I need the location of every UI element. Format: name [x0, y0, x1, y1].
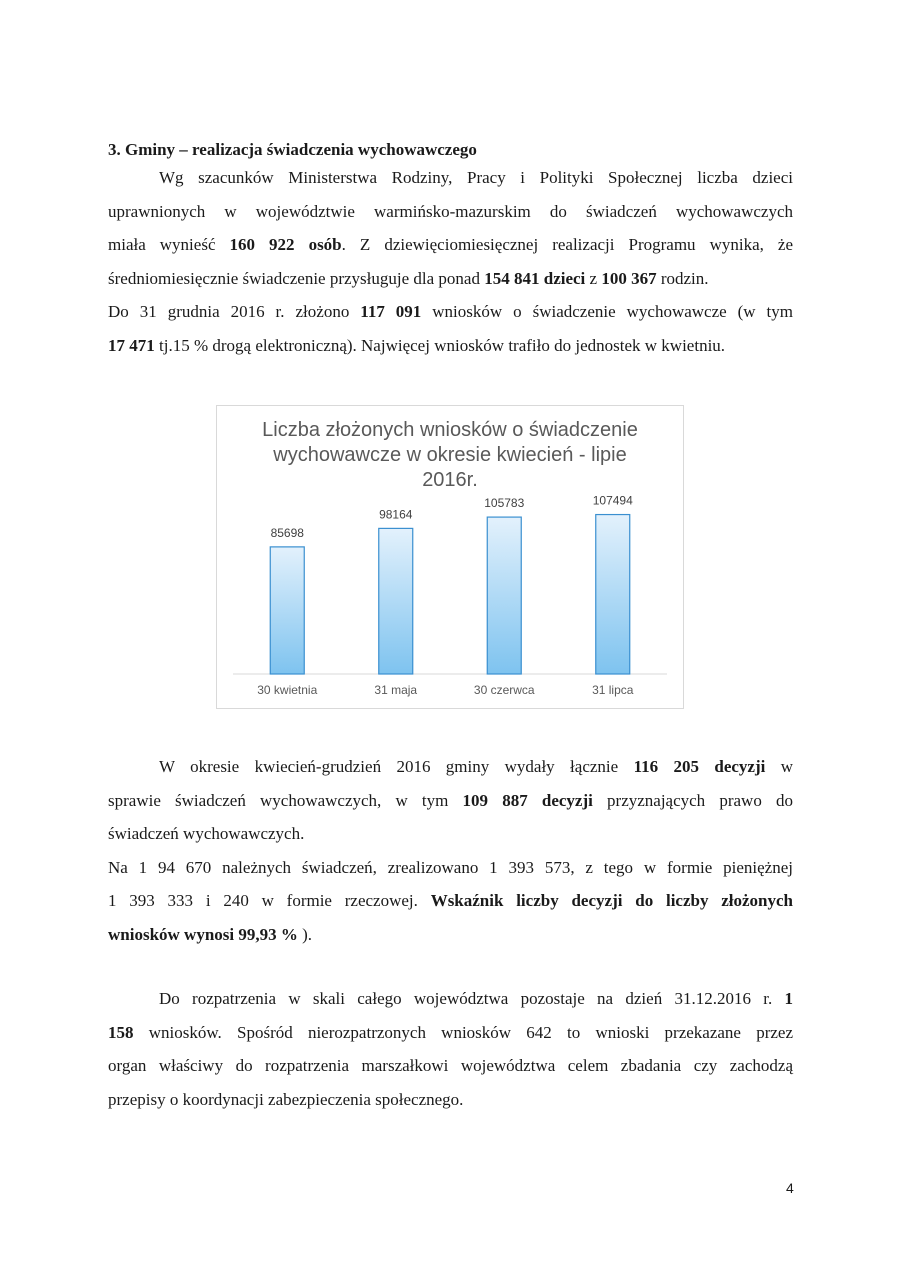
- bold-value: 117 091: [360, 302, 422, 321]
- data-label: 107494: [592, 493, 633, 508]
- text-span: tj.15 % drogą elektroniczną). Najwięcej wniosków trafiło do jednostek w kwietniu.: [154, 335, 726, 355]
- text-span: świadczeń wychowawczych.: [108, 824, 305, 843]
- chart-bar: [596, 515, 630, 674]
- chart-canvas: [217, 406, 683, 708]
- bold-value: 116 205 decyzji: [633, 757, 766, 776]
- text-span: przepisy o koordynacji zabezpieczenia społecznego.: [108, 1089, 464, 1109]
- x-tick-label: 31 lipca: [592, 683, 634, 697]
- text-span: przyznających prawo do: [592, 790, 794, 810]
- bold-value: 154 841 dzieci: [484, 268, 586, 288]
- text-line: [108, 228, 793, 262]
- text-span: Wg szacunków Ministerstwa Rodziny, Pracy i Polityki Społecznej liczba dzieci: [159, 168, 793, 187]
- bold-value: 109 887 decyzji: [462, 790, 593, 810]
- text-span: średniomiesięcznie świadczenie przysługuje dla ponad: [108, 268, 485, 288]
- text-span: miała wynieść: [108, 235, 230, 254]
- chart-bar: [379, 528, 413, 674]
- text-span: organ właściwy do rozpatrzenia marszałkowi województwa celem zbadania czy zachodzą: [108, 1056, 793, 1075]
- bold-value: 1: [784, 989, 793, 1008]
- text-line: [108, 329, 793, 363]
- paragraph-applications: [108, 161, 793, 362]
- text-span: Na 1 94 670 należnych świadczeń, zrealizowano 1 393 573, z tego w formie pieniężnej: [108, 857, 793, 877]
- text-line: [108, 817, 793, 851]
- data-label: 98164: [379, 507, 413, 522]
- bold-value: 160 922 osób: [229, 235, 342, 254]
- section-heading: 3. Gminy – realizacja świadczenia wychowawczego: [108, 140, 477, 159]
- paragraph-decisions: [108, 750, 793, 951]
- text-line: [108, 851, 793, 885]
- text-span: W okresie kwiecień-grudzień 2016 gminy wydały łącznie: [159, 757, 634, 776]
- chart-title: Liczba złożonych wniosków o świadczenie wychowawcze w okresie kwiecień - lipie 2016r.: [262, 419, 638, 491]
- text-span: wniosków o świadczenie wychowawcze (w tym: [421, 302, 793, 321]
- text-span: uprawnionych w województwie warmińsko-mazurskim do świadczeń wychowawczych: [108, 201, 793, 221]
- text-span: z: [585, 268, 602, 288]
- text-span: Do rozpatrzenia w skali całego województwa pozostaje na dzień 31.12.2016 r.: [159, 989, 785, 1008]
- data-label: 85698: [270, 525, 304, 540]
- text-line: [108, 295, 793, 329]
- text-line: [108, 195, 793, 229]
- text-line: [108, 918, 793, 952]
- bold-value: wniosków wynosi 99,93 %: [108, 924, 298, 944]
- text-line: [108, 982, 793, 1016]
- text-line: [108, 884, 793, 918]
- text-span: rodzin.: [656, 268, 709, 288]
- text-line: [108, 784, 793, 818]
- bold-value: 100 367: [601, 268, 657, 288]
- text-span: . Z dziewięciomiesięcznej realizacji Programu wynika, że: [341, 235, 793, 254]
- page-number: 4: [786, 1180, 794, 1196]
- text-span: sprawie świadczeń wychowawczych, w tym: [108, 790, 463, 810]
- text-span: 1 393 333 i 240 w formie rzeczowej.: [108, 891, 431, 910]
- x-tick-label: 30 kwietnia: [257, 683, 318, 697]
- text-line: [108, 262, 793, 296]
- paragraph-pending: [108, 982, 793, 1116]
- bar-chart: [216, 405, 684, 709]
- chart-bar: [487, 517, 521, 674]
- text-span: Do 31 grudnia 2016 r. złożono: [108, 302, 361, 321]
- text-line: [108, 161, 793, 195]
- text-line: [108, 1083, 793, 1117]
- text-span: ).: [297, 924, 313, 944]
- x-tick-label: 30 czerwca: [473, 683, 535, 697]
- text-line: [108, 750, 793, 784]
- bold-value: 158: [108, 1022, 134, 1042]
- x-tick-label: 31 maja: [374, 683, 418, 697]
- bold-value: Wskaźnik liczby decyzji do liczby złożonych: [430, 891, 794, 910]
- chart-bar: [270, 547, 304, 674]
- text-line: [108, 1049, 793, 1083]
- text-span: wniosków. Spośród nierozpatrzonych wniosków 642 to wnioski przekazane przez: [133, 1022, 793, 1042]
- text-line: [108, 1016, 793, 1050]
- bold-value: 17 471: [108, 335, 155, 355]
- text-span: w: [765, 757, 793, 776]
- data-label: 105783: [484, 496, 525, 511]
